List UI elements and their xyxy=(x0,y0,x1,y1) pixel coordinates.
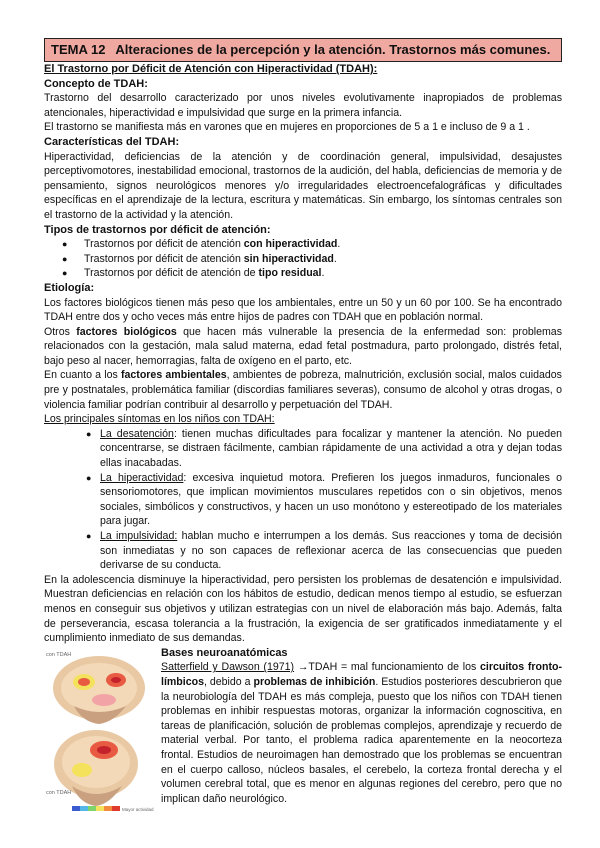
page xyxy=(44,38,562,826)
etiology-paragraph-2: Otros factores biológicos que hacen más vulnerable la presencia de la enfermedad son: problemas relacionados con la gestación, mala salud materna, edad fetal postmadura, parto prolongado, distrés fetal, bajo peso al nacer, hemorragias, falta de oxígeno en el parto, etc. xyxy=(44,325,562,367)
figure-label-top: con TDAH xyxy=(46,651,72,658)
chapter-title: Alteraciones de la percepción y la atención. Trastornos más comunes. xyxy=(115,42,551,57)
neuro-heading: Bases neuroanatómicas xyxy=(161,646,288,659)
list-item: ● La hiperactividad: excesiva inquietud motora. Prefieren los juegos inmaduros, funcionales o sensoriomotores, que implican movimientos musculares repetidos con o sin objetivos, menos sociales, simbólicos y constructivos, y hacen un uso monótono y estereotipado de los materiales para jugar. xyxy=(44,471,562,529)
list-item: ● Trastornos por déficit de atención de tipo residual. xyxy=(44,266,562,281)
etiology-paragraph-3: En cuanto a los factores ambientales, ambientes de pobreza, malnutrición, exclusión social, malos cuidados pre y postnatales, problemática familiar (discordias familiares severas), consumo de alcohol y otras drogas, o violencia familiar podrían contribuir al desarrollo y perpetuación del TDAH. xyxy=(44,369,562,411)
etiology-heading: Etiología: xyxy=(44,281,95,294)
list-item: ● La desatención: tienen muchas dificultades para focalizar y mantener la atención. No pueden concentrarse, se distraen fácilmente, cambian rápidamente de una actividad a otra y dejan todas ellas inacabadas. xyxy=(44,427,562,471)
symptoms-list xyxy=(44,427,562,573)
brain-top-image xyxy=(53,656,145,724)
figure-label-mid: con TDAH xyxy=(46,789,72,796)
section-heading: El Trastorno por Déficit de Atención con Hiperactividad (TDAH): xyxy=(44,63,378,75)
concept-heading: Concepto de TDAH: xyxy=(44,77,148,90)
neuro-section xyxy=(44,646,562,826)
characteristics-heading: Características del TDAH: xyxy=(44,135,180,148)
concept-ratio-paragraph: El trastorno se manifiesta más en varones que en mujeres en proporciones de 5 a 1 e incluso de 9 a 1 . xyxy=(44,121,530,134)
etiology-paragraph-1: Los factores biológicos tienen más peso que los ambientales, entre un 50 y un 60 por 100. Se ha encontrado TDAH entre dos y ocho veces más entre hijos de padres con TDAH que en población normal. xyxy=(44,296,562,324)
chapter-title-box xyxy=(44,38,562,62)
chapter-number: TEMA 12 xyxy=(51,42,106,57)
list-item: ● Trastornos por déficit de atención con hiperactividad. xyxy=(44,237,562,252)
activity-color-scale xyxy=(72,806,120,811)
brain-activity-figure xyxy=(44,646,154,821)
list-item: ● Trastornos por déficit de atención sin hiperactividad. xyxy=(44,252,562,267)
characteristics-paragraph: Hiperactividad, deficiencias de la atención y de coordinación general, impulsividad, desajustes perceptivomotores, inestabilidad emocional, trastornos de la audición, del habla, deficiencias de memoria y de pensamiento, signos neurológicos menores y/o irregularidades electroencefalográficas y dificultades específicas en el aprendizaje de la lectura, escritura y matemáticas. Sin embargo, los síntomas centrales son el trastorno de la actividad y la atención. xyxy=(44,150,562,221)
figure-scale-label: Mayor actividad xyxy=(122,806,154,812)
concept-paragraph: Trastorno del desarrollo caracterizado por unos niveles evolutivamente inapropiados de problemas atencionales, hiperactividad e impulsividad que surge en la primera infancia. xyxy=(44,92,562,119)
neuro-text xyxy=(161,646,562,807)
list-item: ● La impulsividad: hablan mucho e interrumpen a los demás. Sus reacciones y toma de decisión son inmediatas y no son capaces de reflexionar acerca de las consecuencias que pueden derivarse de su conducta. xyxy=(44,529,562,573)
types-heading: Tipos de trastornos por déficit de atención: xyxy=(44,223,271,236)
symptoms-heading: Los principales síntomas en los niños con TDAH: xyxy=(44,413,275,426)
types-list xyxy=(44,237,562,281)
neuro-paragraph: Satterfield y Dawson (1971) →TDAH = mal funcionamiento de los circuitos fronto-límbicos, debido a problemas de inhibición. Estudios posteriores descubrieron que la neurobiología del TDAH es más compleja, puesto que los niños con TDAH tienen problemas en inhibir respuestas motoras, organizar la información cognoscitiva, en tareas de planificación, solución de problemas complejos, aprendizaje y recuerdo de material verbal. Por tanto, el problema radica aparentemente en la neocorteza frontal. Estudios de neuroimagen han demostrado que los problemas se encuentran en el cuerpo calloso, núcleos basales, el cerebelo, la corteza frontal derecha y el volumen cerebral total, que es menor en algunas regiones del cerebro, pero que no implican daño neurológico. xyxy=(161,661,562,805)
adolescence-paragraph: En la adolescencia disminuye la hiperactividad, pero persisten los problemas de desatención e impulsividad. Muestran deficiencias en relación con los hábitos de estudio, dedican menos tiempo al estudio, se esfuerzan menos en conseguir sus objetivos y utilizan estrategias con un nivel de elaboración más bajo. Además, falta de perseverancia, escasa tolerancia a la frustración, la exigencia de ser gratificados inmediatamente y el cumplimiento inmediato de sus demandas. xyxy=(44,573,562,645)
